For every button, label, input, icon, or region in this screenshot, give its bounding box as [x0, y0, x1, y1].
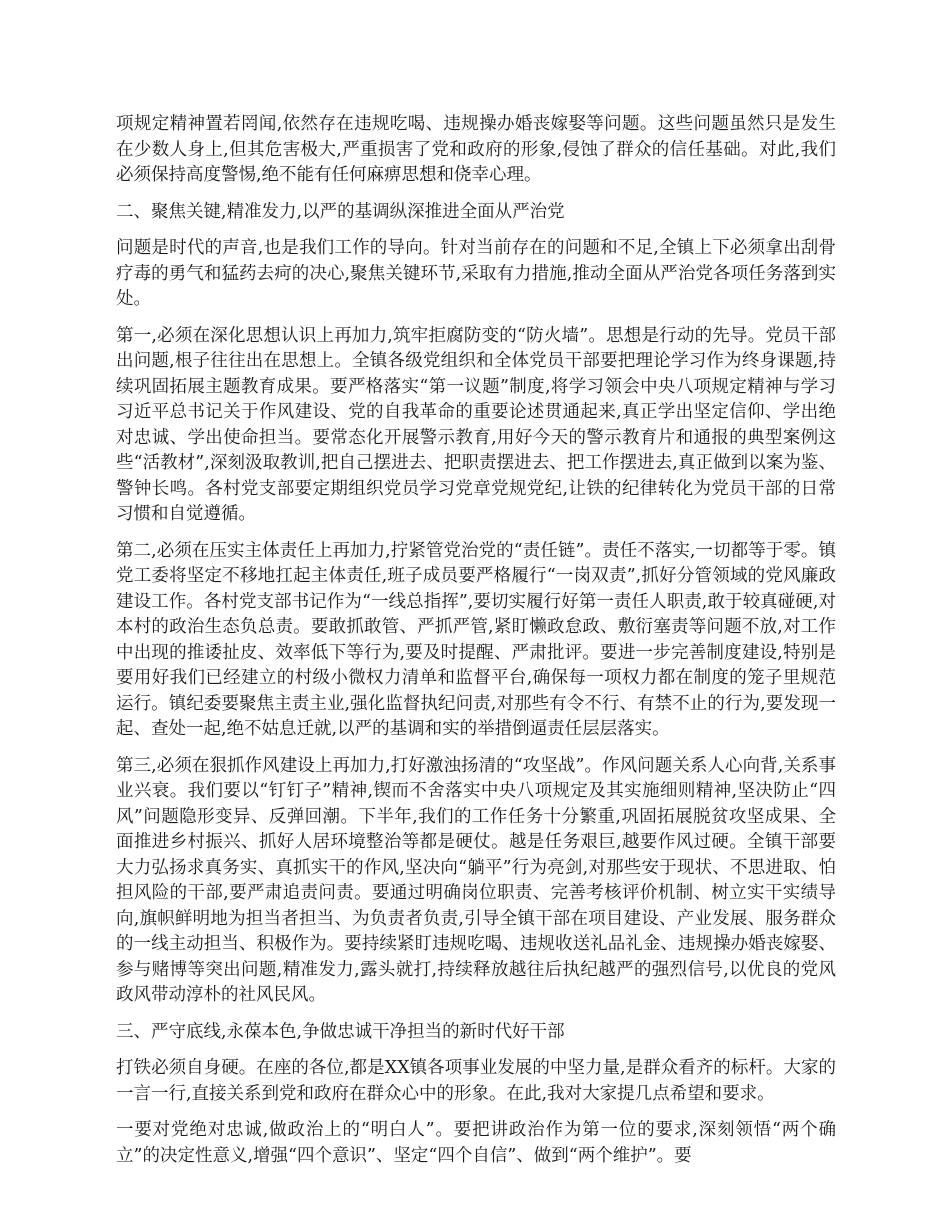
- paragraph: 第二,必须在压实主体责任上再加力,拧紧管党治党的“责任链”。责任不落实,一切都等于零。镇党工委将坚定不移地扛起主体责任,班子成员要严格履行“一岗双责”,抓好分管领域的党风廉政建设工作。各村党支部书记作为“一线总指挥”,要切实履行好第一责任人职责,敢于较真碰硬,对本村的政治生态负总责。要敢抓敢管、严抓严管,紧盯懒政怠政、敷衍塞责等问题不放,对工作中出现的推诿扯皮、效率低下等行为,要及时提醒、严肃批评。要进一步完善制度建设,特别是要用好我们已经建立的村级小微权力清单和监督平台,确保每一项权力都在制度的笼子里规范运行。镇纪委要聚焦主责主业,强化监督执纪问责,对那些有令不行、有禁不止的行为,要发现一起、查处一起,绝不姑息迁就,以严的基调和实的举措倒逼责任层层落实。: [116, 540, 836, 739]
- paragraph: 项规定精神置若罔闻,依然存在违规吃喝、违规操办婚丧嫁娶等问题。这些问题虽然只是发生在少数人身上,但其危害极大,严重损害了党和政府的形象,侵蚀了群众的信任基础。对此,我们必须保持高度警惕,绝不能有任何麻痹思想和侥幸心理。: [116, 114, 836, 185]
- paragraph: 一要对党绝对忠诚,做政治上的“明白人”。要把讲政治作为第一位的要求,深刻领悟“两个确立”的决定性意义,增强“四个意识”、坚定“四个自信”、做到“两个维护”。要: [116, 1120, 836, 1166]
- section-heading: 二、聚焦关键,精准发力,以严的基调纵深推进全面从严治党: [116, 201, 565, 222]
- section-heading: 三、严守底线,永葆本色,争做忠诚干净担当的新时代好干部: [116, 1021, 565, 1042]
- document-body: [116, 112, 836, 1180]
- paragraph: 第三,必须在狠抓作风建设上再加力,打好激浊扬清的“攻坚战”。作风问题关系人心向背,关系事业兴衰。我们要以“钉钉子”精神,锲而不舍落实中央八项规定及其实施细则精神,坚决防止“四风”问题隐形变异、反弹回潮。下半年,我们的工作任务十分繁重,巩固拓展脱贫攻坚成果、全面推进乡村振兴、抓好人居环境整治等都是硬仗。越是任务艰巨,越要作风过硬。全镇干部要大力弘扬求真务实、真抓实干的作风,坚决向“躺平”行为亮剑,对那些安于现状、不思进取、怕担风险的干部,要严肃追责问责。要通过明确岗位职责、完善考核评价机制、树立实干实绩导向,旗帜鲜明地为担当者担当、为负责者负责,引导全镇干部在项目建设、产业发展、服务群众的一线主动担当、积极作为。要持续紧盯违规吃喝、违规收送礼品礼金、违规操办婚丧嫁娶、参与赌博等突出问题,精准发力,露头就打,持续释放越往后执纪越严的强烈信号,以优良的党风政风带动淳朴的社风民风。: [116, 755, 836, 1005]
- paragraph: 问题是时代的声音,也是我们工作的导向。针对当前存在的问题和不足,全镇上下必须拿出刮骨疗毒的勇气和猛药去疴的决心,聚焦关键环节,采取有力措施,推动全面从严治党各项任务落到实处。: [116, 238, 836, 309]
- paragraph: 第一,必须在深化思想认识上再加力,筑牢拒腐防变的“防火墙”。思想是行动的先导。党员干部出问题,根子往往出在思想上。全镇各级党组织和全体党员干部要把理论学习作为终身课题,持续巩固拓展主题教育成果。要严格落实“第一议题”制度,将学习领会中央八项规定精神与学习习近平总书记关于作风建设、党的自我革命的重要论述贯通起来,真正学出坚定信仰、学出绝对忠诚、学出使命担当。要常态化开展警示教育,用好今天的警示教育片和通报的典型案例这些“活教材”,深刻汲取教训,把自己摆进去、把职责摆进去、把工作摆进去,真正做到以案为鉴、警钟长鸣。各村党支部要定期组织党员学习党章党规党纪,让铁的纪律转化为党员干部的日常习惯和自觉遵循。: [116, 325, 836, 524]
- paragraph: 打铁必须自身硬。在座的各位,都是XX镇各项事业发展的中坚力量,是群众看齐的标杆。大家的一言一行,直接关系到党和政府在群众心中的形象。在此,我对大家提几点希望和要求。: [116, 1058, 836, 1104]
